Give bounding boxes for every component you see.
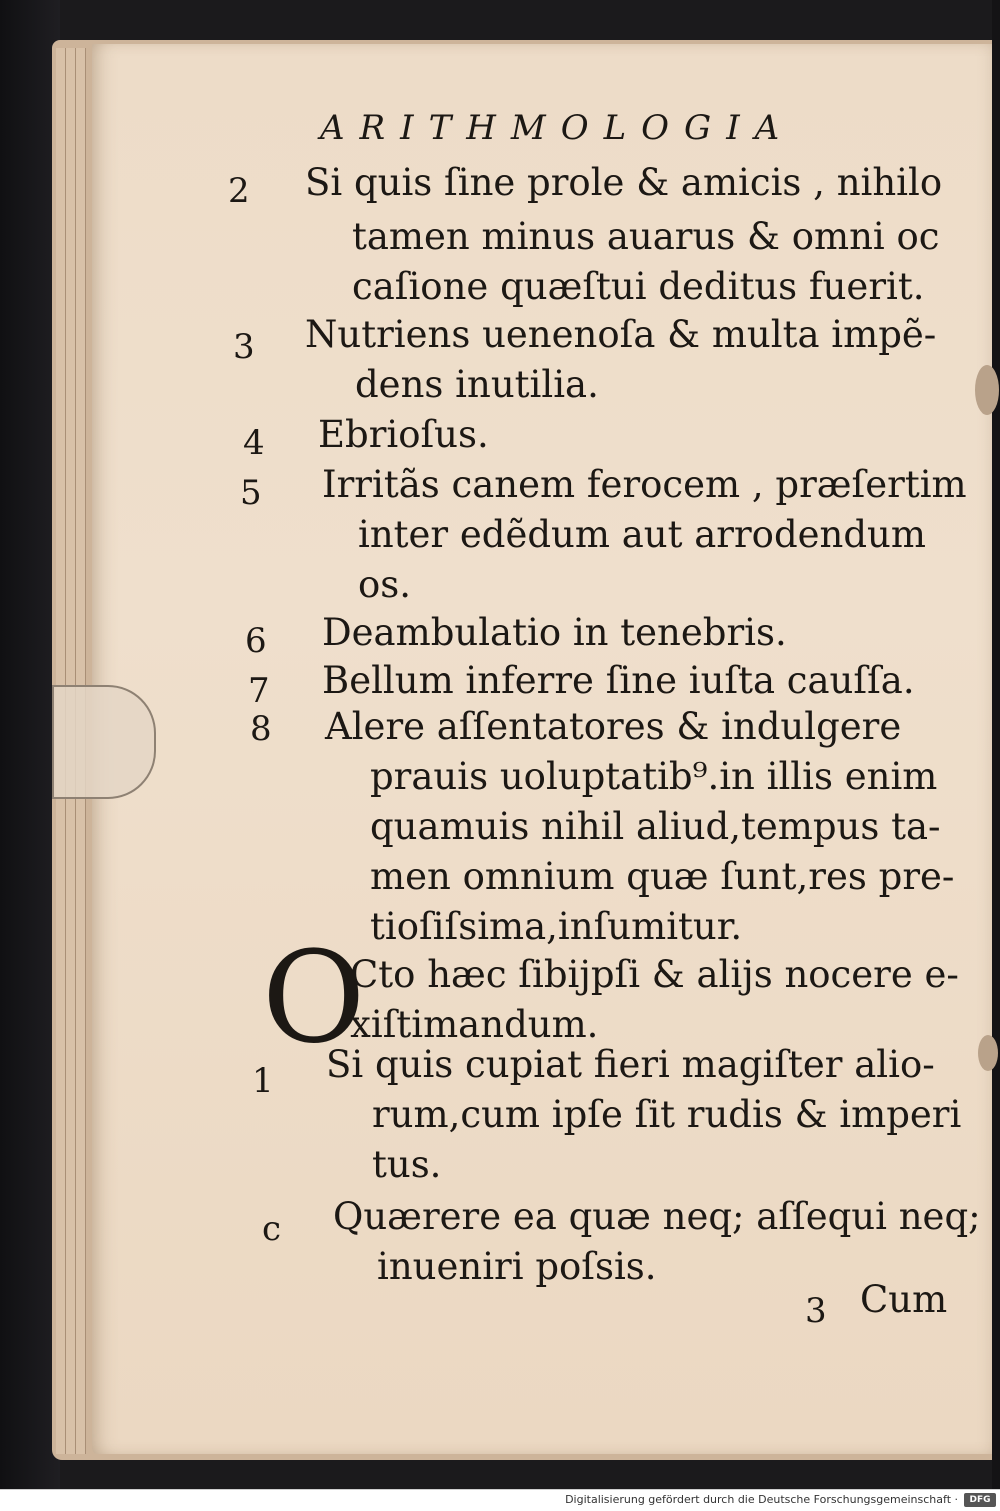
entry-number: 1 [252,1061,274,1101]
entry-number: 7 [248,671,270,711]
drop-cap: O [262,924,366,1071]
entry-number: 6 [245,621,267,661]
entry-line: tioſiſsima,inſumitur. [370,905,743,948]
catchword: Cum [860,1278,948,1321]
entry-number: 2 [228,171,250,211]
section-line: xiſtimandum. [350,1003,599,1046]
entry-number: 3 [233,327,255,367]
entry-number: 8 [250,709,272,749]
entry-line: tus. [372,1143,442,1186]
entry-line: prauis uoluptatib⁹.in illis enim [370,755,938,798]
entry-line: Si quis cupiat fieri magiſter alio- [326,1043,935,1086]
entry-line: Bellum inferre ſine iuſta cauſſa. [322,659,915,702]
entry-line: inueniri poſsis. [377,1245,657,1288]
digitization-footer [0,1489,1000,1511]
entry-line: inter edẽdum aut arrodendum [358,513,926,556]
entry-line: rum,cum ipſe ſit rudis & imperi [372,1093,962,1136]
entry-line: quamuis nihil aliud,tempus ta- [370,805,941,848]
paper-tear-mark [975,365,999,415]
entry-line: Nutriens uenenoſa & multa impẽ- [305,313,937,356]
entry-line: os. [358,563,412,606]
entry-line: men omnium quæ ſunt,res pre- [370,855,955,898]
entry-line: dens inutilia. [355,363,599,406]
running-title: ARITHMOLOGIA [320,108,795,148]
right-gutter [992,0,1000,1490]
paper-tear-mark [978,1035,998,1071]
entry-line: Ebrioſus. [318,413,489,456]
entry-line: caſione quæſtui deditus fuerit. [352,265,925,308]
dark-backdrop [0,0,60,1490]
entry-line: Alere aſſentatores & indulgere [325,705,902,748]
section-line: Cto hæc ſibijpſi & alijs nocere e- [350,953,959,996]
entry-number: 4 [243,423,265,463]
entry-line: Si quis ſine prole & amicis , nihilo [305,161,943,204]
page-tab-marker [52,685,156,799]
entry-line: Quærere ea quæ neq; aſſequi neq; [333,1195,981,1238]
footer-credit: Digitalisierung gefördert durch die Deutsche Forschungsgemeinschaft · [565,1493,958,1506]
entry-line: Irritãs canem ferocem , præſertim [322,463,967,506]
entry-line: Deambulatio in tenebris. [322,611,787,654]
entry-number: c [262,1209,282,1249]
signature-mark: 3 [805,1291,827,1331]
dfg-logo: DFG [964,1493,996,1507]
entry-line: tamen minus auarus & omni oc [352,215,940,258]
entry-number: 5 [240,473,262,513]
